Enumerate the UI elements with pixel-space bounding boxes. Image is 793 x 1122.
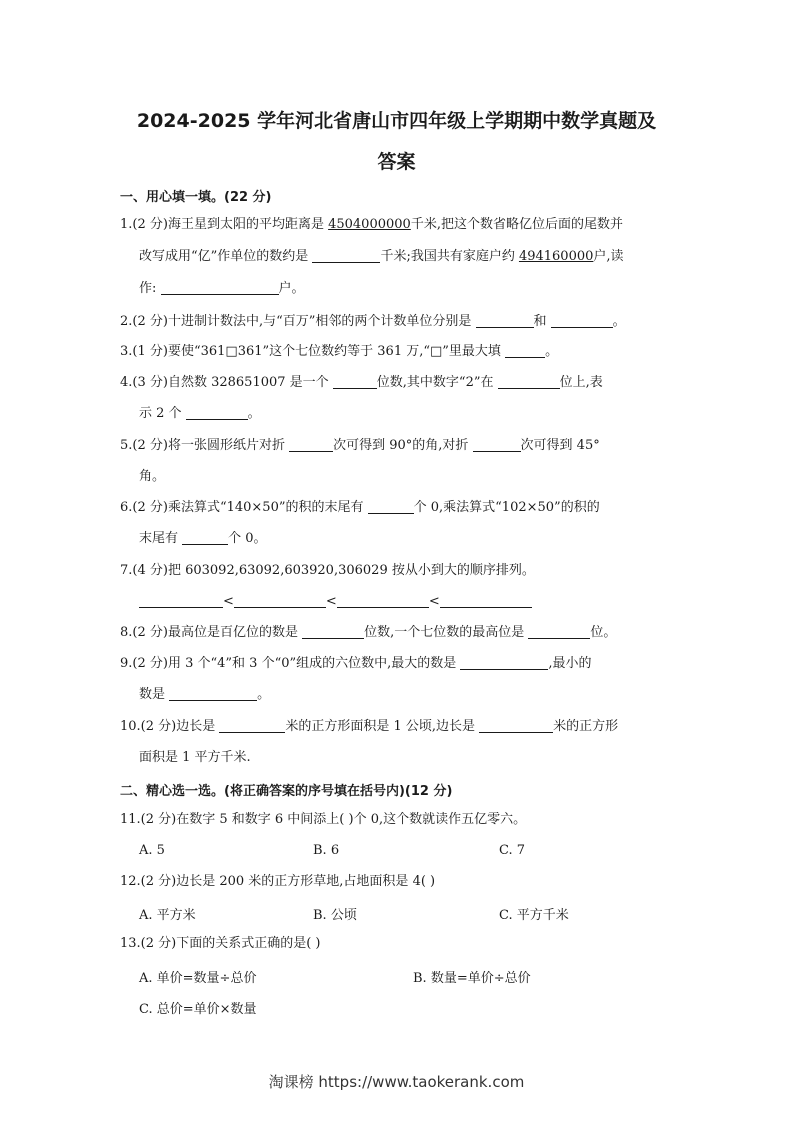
question-11-option-c[interactable]: C. 7: [499, 843, 526, 858]
question-5-line2: 角。: [139, 469, 166, 484]
distance-number: 4504000000: [328, 217, 411, 232]
answer-blank[interactable]: [473, 438, 521, 452]
answer-blank[interactable]: [186, 406, 248, 420]
question-4-line1: 4.(3 分)自然数 328651007 是一个 位数,其中数字“2”在 位上,表: [120, 375, 603, 390]
footer-watermark: 淘课榜 https://www.taokerank.com: [268, 1073, 525, 1091]
answer-blank[interactable]: [460, 656, 548, 670]
question-13-option-c[interactable]: C. 总价=单价×数量: [139, 1002, 257, 1017]
answer-blank[interactable]: [161, 281, 279, 295]
question-8: 8.(2 分)最高位是百亿位的数是 位数,一个七位数的最高位是 位。: [120, 625, 617, 640]
question-11-stem: 11.(2 分)在数字 5 和数字 6 中间添上( )个 0,这个数就读作五亿零六。: [120, 812, 527, 827]
question-13-option-b[interactable]: B. 数量=单价÷总价: [413, 971, 531, 986]
question-13-stem: 13.(2 分)下面的关系式正确的是( ): [120, 936, 321, 951]
answer-blank[interactable]: [440, 594, 532, 608]
answer-blank[interactable]: [479, 719, 553, 733]
page-title-line2: 答案: [377, 151, 416, 173]
answer-blank[interactable]: [169, 687, 257, 701]
answer-blank[interactable]: [337, 594, 429, 608]
answer-blank[interactable]: [302, 625, 364, 639]
answer-blank[interactable]: [312, 249, 380, 263]
question-12-option-a[interactable]: A. 平方米: [139, 908, 196, 923]
question-7-ordering: < < <: [139, 593, 532, 611]
question-13-option-a[interactable]: A. 单价=数量÷总价: [139, 971, 257, 986]
question-4-line2: 示 2 个 。: [139, 406, 261, 421]
question-11-option-a[interactable]: A. 5: [139, 843, 165, 858]
question-7-line1: 7.(4 分)把 603092,63092,603920,306029 按从小到大的顺序排列。: [120, 563, 535, 578]
section2-heading: 二、精心选一选。(将正确答案的序号填在括号内)(12 分): [120, 784, 453, 799]
answer-blank[interactable]: [551, 314, 613, 328]
answer-blank[interactable]: [333, 375, 377, 389]
question-5-line1: 5.(2 分)将一张圆形纸片对折 次可得到 90°的角,对折 次可得到 45°: [120, 438, 600, 453]
answer-blank[interactable]: [139, 594, 223, 608]
answer-blank[interactable]: [219, 719, 285, 733]
page-title-line1: 2024-2025 学年河北省唐山市四年级上学期期中数学真题及: [136, 110, 657, 132]
question-12-stem: 12.(2 分)边长是 200 米的正方形草地,占地面积是 4( ): [120, 874, 436, 889]
question-2: 2.(2 分)十进制计数法中,与“百万”相邻的两个计数单位分别是 和 。: [120, 314, 626, 329]
answer-blank[interactable]: [234, 594, 326, 608]
answer-blank[interactable]: [289, 438, 333, 452]
question-10-line1: 10.(2 分)边长是 米的正方形面积是 1 公顷,边长是 米的正方形: [120, 719, 619, 734]
question-1-line3: 作: 户。: [139, 281, 305, 296]
question-12-option-b[interactable]: B. 公顷: [313, 908, 357, 923]
answer-blank[interactable]: [368, 500, 414, 514]
question-6-line1: 6.(2 分)乘法算式“140×50”的积的末尾有 个 0,乘法算式“102×50”的积的: [120, 500, 600, 515]
question-11-option-b[interactable]: B. 6: [313, 843, 340, 858]
household-number: 494160000: [518, 249, 594, 264]
question-9-line1: 9.(2 分)用 3 个“4”和 3 个“0”组成的六位数中,最大的数是 ,最小的: [120, 656, 592, 671]
question-10-line2: 面积是 1 平方千米.: [139, 750, 251, 765]
question-12-option-c[interactable]: C. 平方千米: [499, 908, 569, 923]
question-6-line2: 末尾有 个 0。: [139, 531, 267, 546]
answer-blank[interactable]: [528, 625, 590, 639]
question-1-line1: 1.(2 分)海王星到太阳的平均距离是 4504000000千米,把这个数省略亿位后面的尾数并: [120, 217, 623, 232]
section1-heading: 一、用心填一填。(22 分): [120, 190, 272, 205]
answer-blank[interactable]: [182, 531, 228, 545]
answer-blank[interactable]: [505, 344, 545, 358]
question-3: 3.(1 分)要使“361□361”这个七位数约等于 361 万,“□”里最大填 。: [120, 344, 559, 359]
question-1-line2: 改写成用“亿”作单位的数约是 千米;我国共有家庭户约 494160000户,读: [139, 249, 624, 264]
question-9-line2: 数是 。: [139, 687, 271, 702]
answer-blank[interactable]: [498, 375, 560, 389]
answer-blank[interactable]: [476, 314, 534, 328]
